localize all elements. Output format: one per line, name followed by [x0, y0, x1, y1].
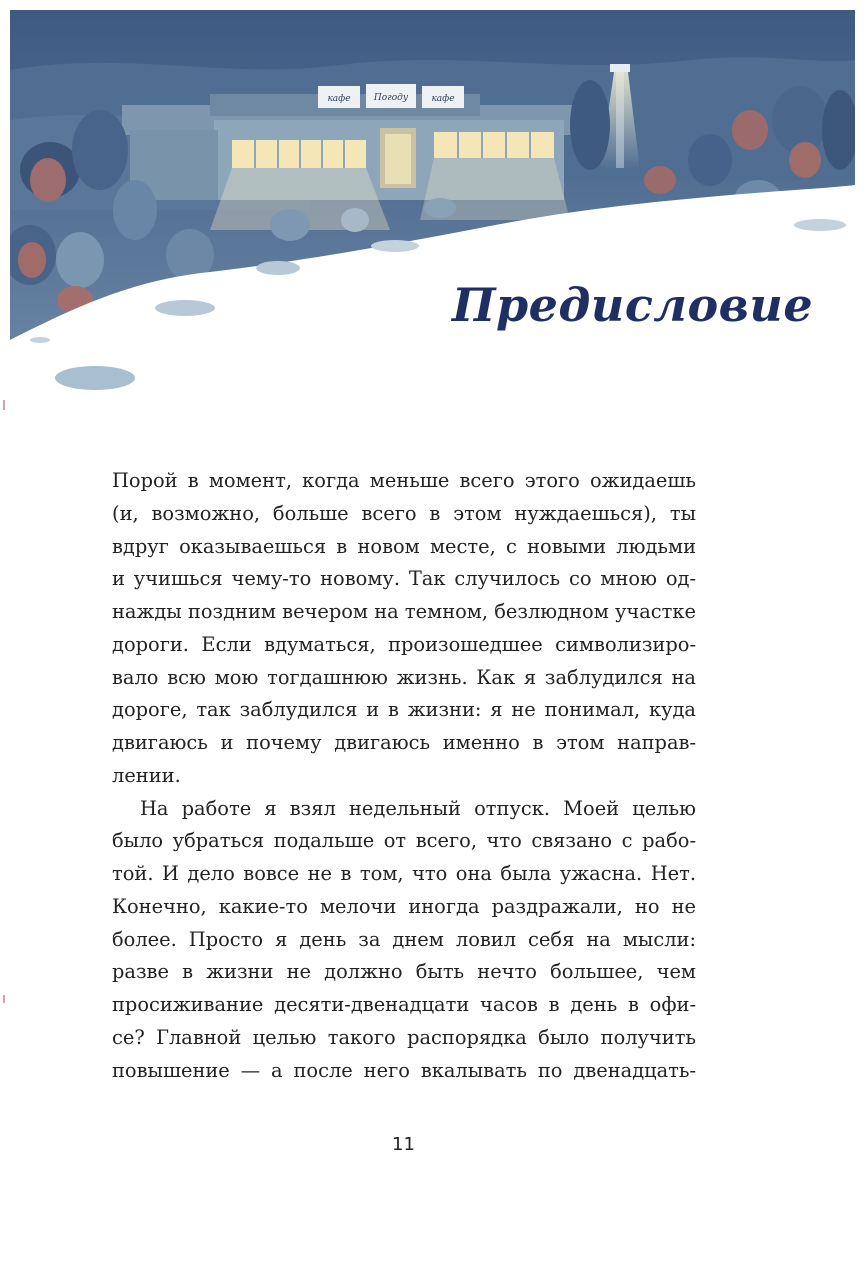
chapter-title: Предисловие: [452, 278, 814, 332]
text-line: повышение — а после него вкалывать по двенадцать-: [112, 1058, 696, 1082]
text-line: нажды поздним вечером на темном, безлюдном участке: [112, 600, 696, 623]
sign-left: кафе: [327, 94, 351, 104]
text-line: той. И дело вовсе не в том, что она была ужасна. Нет.: [112, 862, 696, 885]
text-line: вдруг оказываешься в новом месте, с новыми людьми: [112, 534, 696, 558]
text-line: дороге, так заблудился и в жизни: я не понимал, куда: [112, 698, 696, 722]
text-line: На работе я взял недельный отпуск. Моей целью: [140, 796, 696, 820]
winter-cafe-scene: [10, 10, 855, 410]
crop-mark: [3, 995, 5, 1003]
sign-center: Погоду: [373, 93, 409, 103]
crop-mark: [3, 400, 5, 410]
text-line: дороги. Если вдуматься, произошедшее символизиро-: [112, 632, 696, 656]
text-line: и учишься чему-то новому. Так случилось со мною од-: [112, 567, 696, 591]
text-line: се? Главной целью такого распорядка было получить: [112, 1025, 696, 1049]
text-line: лении.: [112, 763, 181, 787]
text-line: (и, возможно, больше всего в этом нуждаешься), ты: [112, 501, 696, 525]
text-line: было убраться подальше от всего, что связано с рабо-: [112, 829, 696, 853]
body-text: [112, 465, 696, 1087]
header-illustration: [10, 10, 855, 410]
page-number: 11: [392, 1134, 415, 1155]
text-line: более. Просто я день за днем ловил себя на мысли:: [112, 927, 696, 951]
text-line: вало всю мою тогдашнюю жизнь. Как я заблудился на: [112, 665, 696, 689]
text-line: просиживание десяти-двенадцати часов в день в офи-: [112, 993, 696, 1016]
text-line: Конечно, какие-то мелочи иногда раздражали, но не: [112, 894, 696, 918]
text-line: разве в жизни не должно быть нечто большее, чем: [112, 960, 696, 984]
sign-right: кафе: [431, 94, 455, 104]
text-line: Порой в момент, когда меньше всего этого ожидаешь: [112, 469, 696, 492]
text-line: двигаюсь и почему двигаюсь именно в этом направ-: [112, 731, 696, 754]
